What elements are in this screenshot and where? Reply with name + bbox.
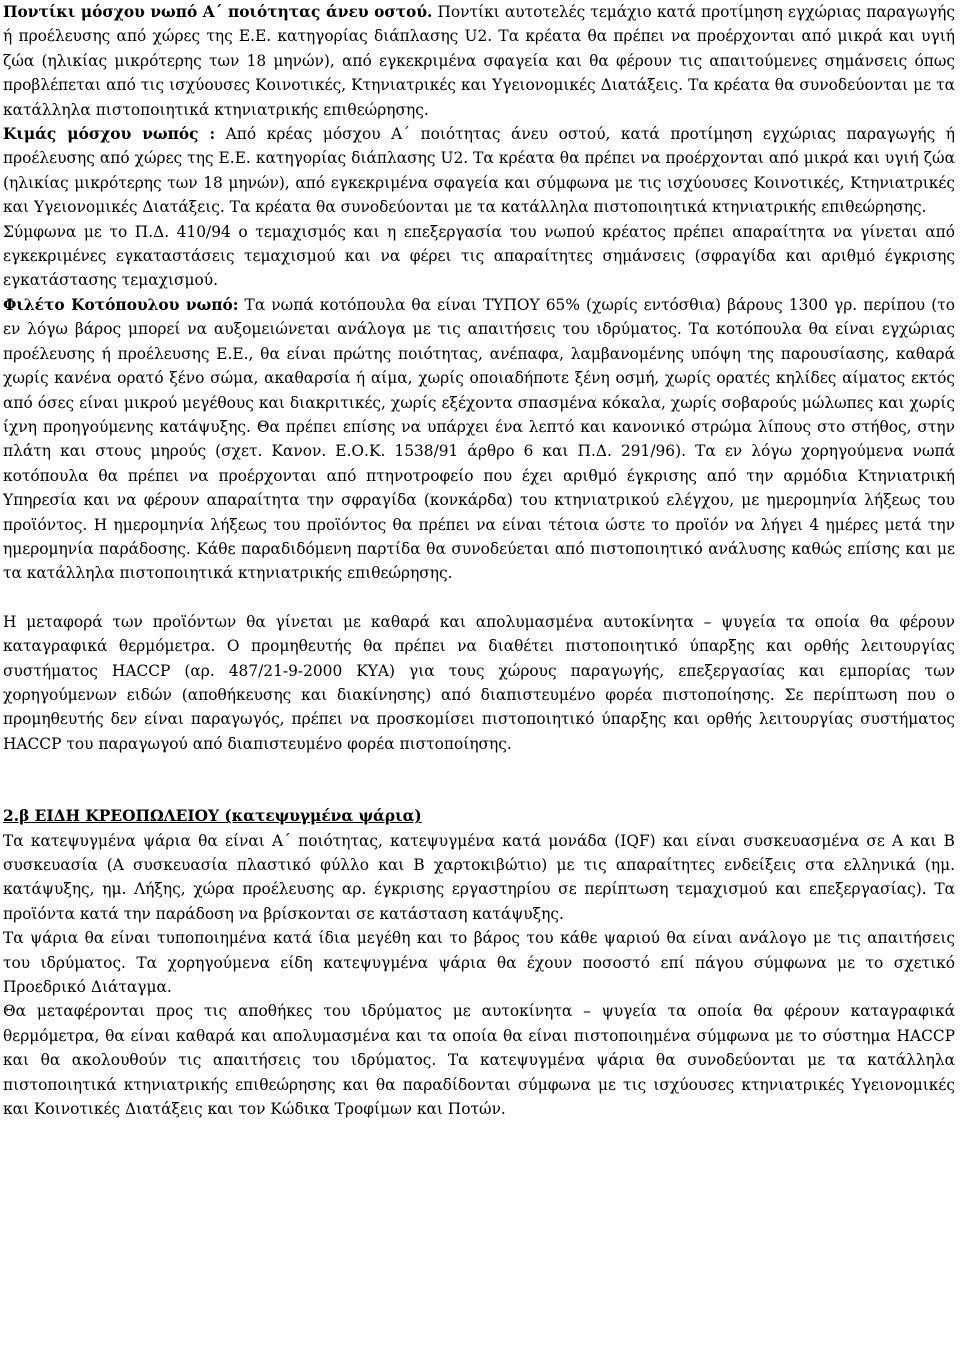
frozen-fish-quality-text: Τα κατεψυγμένα ψάρια θα είναι Α΄ ποιότητας, κατεψυγμένα κατά μονάδα (IQF) και είναι συσκευασμένα σε Α και Β συσκευασία (Α συσκευασία πλαστικό φύλλο και Β χαρτοκιβώτιο) με τις απαραίτητες ενδείξεις στα ελληνικά (ημ. κατάψυξης, ημ. Λήξης, χώρα προέλευσης αρ. έγκρισης εργαστηρίου σε περίπτωση τεμαχισμού και επεξεργασίας). Τα προϊόντα κατά την παράδοση να βρίσκονται σε κατάσταση κατάψυξης. xyxy=(3,831,955,923)
section-heading-frozen-fish: 2.β ΕΙΔΗ ΚΡΕΟΠΩΛΕΙΟΥ (κατεψυγμένα ψάρια) xyxy=(3,807,422,826)
veal-topside-text: Ποντίκι αυτοτελές τεμάχιο κατά προτίμηση εγχώριας παραγωγής ή προέλευσης από χώρες της Ε.Ε. κατηγορίας διάπλασης U2. Τα κρέατα θα πρέπει να προέρχονται από μικρά και υγιή ζώα (ηλικίας μικρότερης των 18 μηνών), από εγκεκριμένα σφαγεία και θα φέρουν τις απαιτούμενες σημάνσεις όπως προβλέπεται από τις ισχύουσες Κοινοτικές, Κτηνιατρικές και Υγειονομικές Διατάξεις. Τα κρέατα θα συνοδεύονται με τα κατάλληλα πιστοποιητικά κτηνιατρικής επιθεώρησης. xyxy=(3,3,955,119)
section-spacer xyxy=(3,756,955,804)
frozen-fish-transport-text: Θα μεταφέρονται προς τις αποθήκες του ιδρύματος με αυτοκίνητα – ψυγεία τα οποία θα φέρουν καταγραφικά θερμόμετρα, θα είναι καθαρά και απολυμασμένα και τα οποία θα είναι πιστοποιημένα σύμφωνα με το σύστημα HACCP και θα ακολουθούν τις απαιτήσεις του ιδρύματος. Τα κατεψυγμένα ψάρια θα συνοδεύονται με τα κατάλληλα πιστοποιητικά κτηνιατρικής επιθεώρησης και θα παραδίδονται σύμφωνα με τις ισχύουσες κτηνιατρικές Υγειονομικές και Κοινοτικές Διατάξεις και τον Κώδικα Τροφίμων και Ποτών. xyxy=(3,1002,955,1119)
paragraph-cutting-regulation xyxy=(3,220,955,293)
paragraph-veal-topside xyxy=(3,0,955,122)
chicken-fillet-title: Φιλέτο Κοτόπουλου νωπό: xyxy=(3,295,239,314)
transport-haccp-text: Η μεταφορά των προϊόντων θα γίνεται με καθαρά και απολυμασμένα αυτοκίνητα – ψυγεία τα οποία θα φέρουν καταγραφικά θερμόμετρα. Ο προμηθευτής θα πρέπει να διαθέτει πιστοποιητικό ύπαρξης και ορθής λειτουργίας συστήματος HACCP (αρ. 487/21-9-2000 ΚΥΑ) για τους χώρους παραγωγής, επεξεργασίας και εμπορίας των χορηγούμενων ειδών (αποθήκευσης και διακίνησης) από διαπιστευμένο φορέα πιστοποίησης. Σε περίπτωση που ο προμηθευτής δεν είναι παραγωγός, πρέπει να προσκομίσει πιστοποιητικό ύπαρξης και ορθής λειτουργίας συστήματος HACCP του παραγωγού από διαπιστευμένο φορέα πιστοποίησης. xyxy=(3,612,955,753)
paragraph-chicken-fillet xyxy=(3,293,955,586)
frozen-fish-sizes-text: Τα ψάρια θα είναι τυποποιημένα κατά ίδια μεγέθη και το βάρος του κάθε ψαριού θα είναι ανάλογο με τις απαιτήσεις του ιδρύματος. Τα χορηγούμενα είδη κατεψυγμένα ψάρια θα έχουν ποσοστό επί πάγου σύμφωνα με το σχετικό Προεδρικό Διάταγμα. xyxy=(3,929,955,997)
paragraph-frozen-fish-transport xyxy=(3,999,955,1121)
paragraph-minced-veal xyxy=(3,122,955,220)
veal-topside-title: Ποντίκι μόσχου νωπό Α΄ ποιότητας άνευ οστού. xyxy=(3,3,433,21)
paragraph-transport-haccp xyxy=(3,610,955,756)
chicken-fillet-text: Τα νωπά κοτόπουλα θα είναι ΤΥΠΟΥ 65% (χωρίς εντόσθια) βάρους 1300 γρ. περίπου (το εν λόγω βάρος μπορεί να αυξομειώνεται ανάλογα με τις απαιτήσεις του ιδρύματος. Τα κοτόπουλα θα είναι εγχώριας προέλευσης ή προέλευσης Ε.Ε., θα είναι πρώτης ποιότητας, ανέπαφα, λαμβανομένης υπόψη της παρουσίασης, καθαρά χωρίς κανένα ορατό ξένο σώμα, ακαθαρσία ή αίμα, χωρίς οποιαδήποτε ξένη οσμή, χωρίς ορατές κηλίδες αίματος εκτός από όσες είναι μικρού μεγέθους και διακριτικές, χωρίς εξέχοντα σπασμένα κόκαλα, χωρίς σοβαρούς μώλωπες και χωρίς ίχνη προηγούμενης κατάψυξης. Θα πρέπει επίσης να υπάρχει ένα λεπτό και κανονικό στρώμα λίπους στο στήθος, στην πλάτη και στους μηρούς (σχετ. Κανον. Ε.Ο.Κ. 1538/91 άρθρο 6 και Π.Δ. 291/96). Τα εν λόγω χορηγούμενα νωπά κοτόπουλα θα πρέπει να προέρχονται από πτηνοτροφείο που έχει αριθμό έγκρισης από την αρμόδια Κτηνιατρική Υπηρεσία και να φέρουν απαραίτητα την σφραγίδα (κονκάρδα) του κτηνιατρικού ελέγχου, με ημερομηνία λήξεως του προϊόντος. Η ημερομηνία λήξεως του προϊόντος θα πρέπει να είναι τέτοια ώστε το προϊόν να λήγει 4 ημέρες μετά την ημερομηνία παράδοσης. Κάθε παραδιδόμενη παρτίδα θα συνοδεύεται από πιστοποιητικό ανάλυσης καθώς επίσης και με τα κατάλληλα πιστοποιητικά κτηνιατρικής επιθεώρησης. xyxy=(3,295,955,583)
cutting-regulation-text: Σύμφωνα με το Π.Δ. 410/94 ο τεμαχισμός και η επεξεργασία του νωπού κρέατος πρέπει απαραίτητα να γίνεται από εγκεκριμένες εγκαταστάσεις τεμαχισμού και να φέρει τις απαραίτητες σημάνσεις (σφραγίδα και αριθμό έγκρισης εγκατάστασης τεμαχισμού. xyxy=(3,222,955,290)
paragraph-frozen-fish-quality xyxy=(3,829,955,927)
paragraph-frozen-fish-sizes xyxy=(3,926,955,999)
paragraph-spacer xyxy=(3,586,955,610)
minced-veal-title: Κιμάς μόσχου νωπός : xyxy=(3,125,216,144)
document-page xyxy=(3,0,955,1121)
minced-veal-text: Από κρέας μόσχου Α΄ ποιότητας άνευ οστού, κατά προτίμηση εγχώριας παραγωγής ή προέλευσης από χώρες της Ε.Ε. κατηγορίας διάπλασης U2. Τα κρέατα θα πρέπει να προέρχονται από μικρά και υγιή ζώα (ηλικίας μικρότερης των 18 μηνών), από εγκεκριμένα σφαγεία και σύμφωνα με τις ισχύουσες Κοινοτικές, Κτηνιατρικές και Υγειονομικές Διατάξεις. Τα κρέατα θα συνοδεύονται με τα κατάλληλα πιστοποιητικά κτηνιατρικής επιθεώρησης. xyxy=(3,125,955,217)
